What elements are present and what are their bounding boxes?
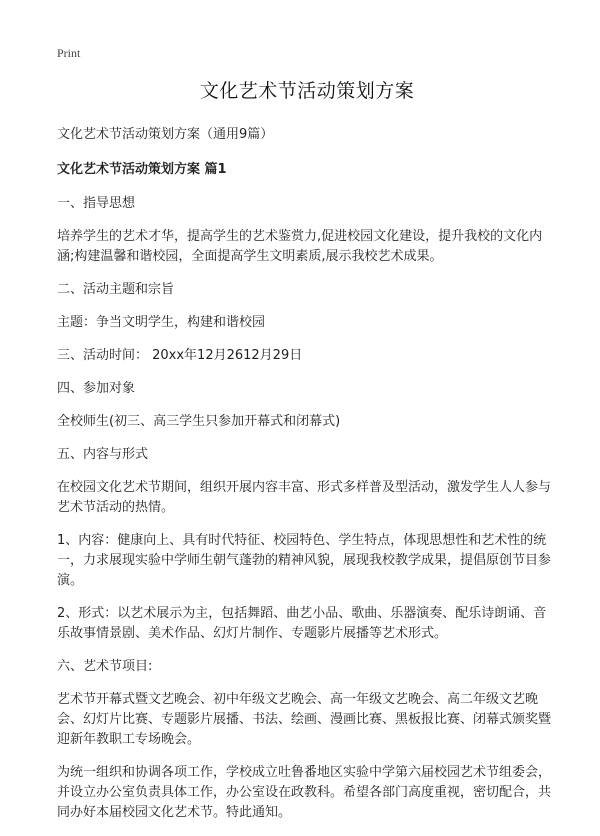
document-body bbox=[57, 76, 557, 836]
paragraph-festival-items: 艺术节开幕式暨文艺晚会、初中年级文艺晚会、高一年级文艺晚会、高二年级文艺晚会、幻灯片比赛、专题影片展播、书法、绘画、漫画比赛、黑板报比赛、闭幕式颁奖暨迎新年教职工专场晚会。 bbox=[57, 692, 552, 747]
heading-theme-purpose: 二、活动主题和宗旨 bbox=[57, 282, 175, 297]
heading-content-form: 五、内容与形式 bbox=[57, 447, 149, 462]
paragraph-activity-time: 三、活动时间： 20xx年12月2612月29日 bbox=[57, 348, 303, 363]
paragraph-theme: 主题：争当文明学生，构建和谐校园 bbox=[57, 315, 266, 330]
paragraph-content-intro: 在校园文化艺术节期间，组织开展内容丰富、形式多样普及型活动，激发学生人人参与艺术节活动的热情。 bbox=[57, 480, 552, 515]
heading-participants: 四、参加对象 bbox=[57, 381, 136, 396]
section-title: 文化艺术节活动策划方案 篇1 bbox=[57, 162, 227, 177]
paragraph-guiding-ideology: 培养学生的艺术才华，提高学生的艺术鉴赏力,促进校园文化建设，提升我校的文化内涵;构建温馨和谐校园，全面提高学生文明素质,展示我校艺术成果。 bbox=[57, 229, 543, 264]
paragraph-content: 1、内容：健康向上、具有时代特征、校园特色、学生特点，体现思想性和艺术性的统一，力求展现实验中学师生朝气蓬勃的精神风貌，展现我校教学成果，提倡原创节目参演。 bbox=[57, 533, 552, 588]
document-subtitle: 文化艺术节活动策划方案（通用9篇） bbox=[57, 127, 274, 142]
heading-festival-items: 六、艺术节项目: bbox=[57, 659, 153, 674]
document-title: 文化艺术节活动策划方案 bbox=[199, 80, 415, 102]
heading-guiding-ideology: 一、指导思想 bbox=[57, 196, 136, 211]
paragraph-participants: 全校师生(初三、高三学生只参加开幕式和闭幕式) bbox=[57, 414, 341, 429]
paragraph-organization: 为统一组织和协调各项工作，学校成立吐鲁番地区实验中学第六届校园艺术节组委会，并设立办公室负责具体工作，办公室设在政教科。希望各部门高度重视，密切配合，共同办好本届校园文化艺术节。特此通知。 bbox=[57, 765, 552, 820]
print-link[interactable]: Print bbox=[57, 46, 81, 60]
paragraph-form: 2、形式：以艺术展示为主，包括舞蹈、曲艺小品、歌曲、乐器演奏、配乐诗朗诵、音乐故事情景剧、美术作品、幻灯片制作、专题影片展播等艺术形式。 bbox=[57, 606, 547, 641]
